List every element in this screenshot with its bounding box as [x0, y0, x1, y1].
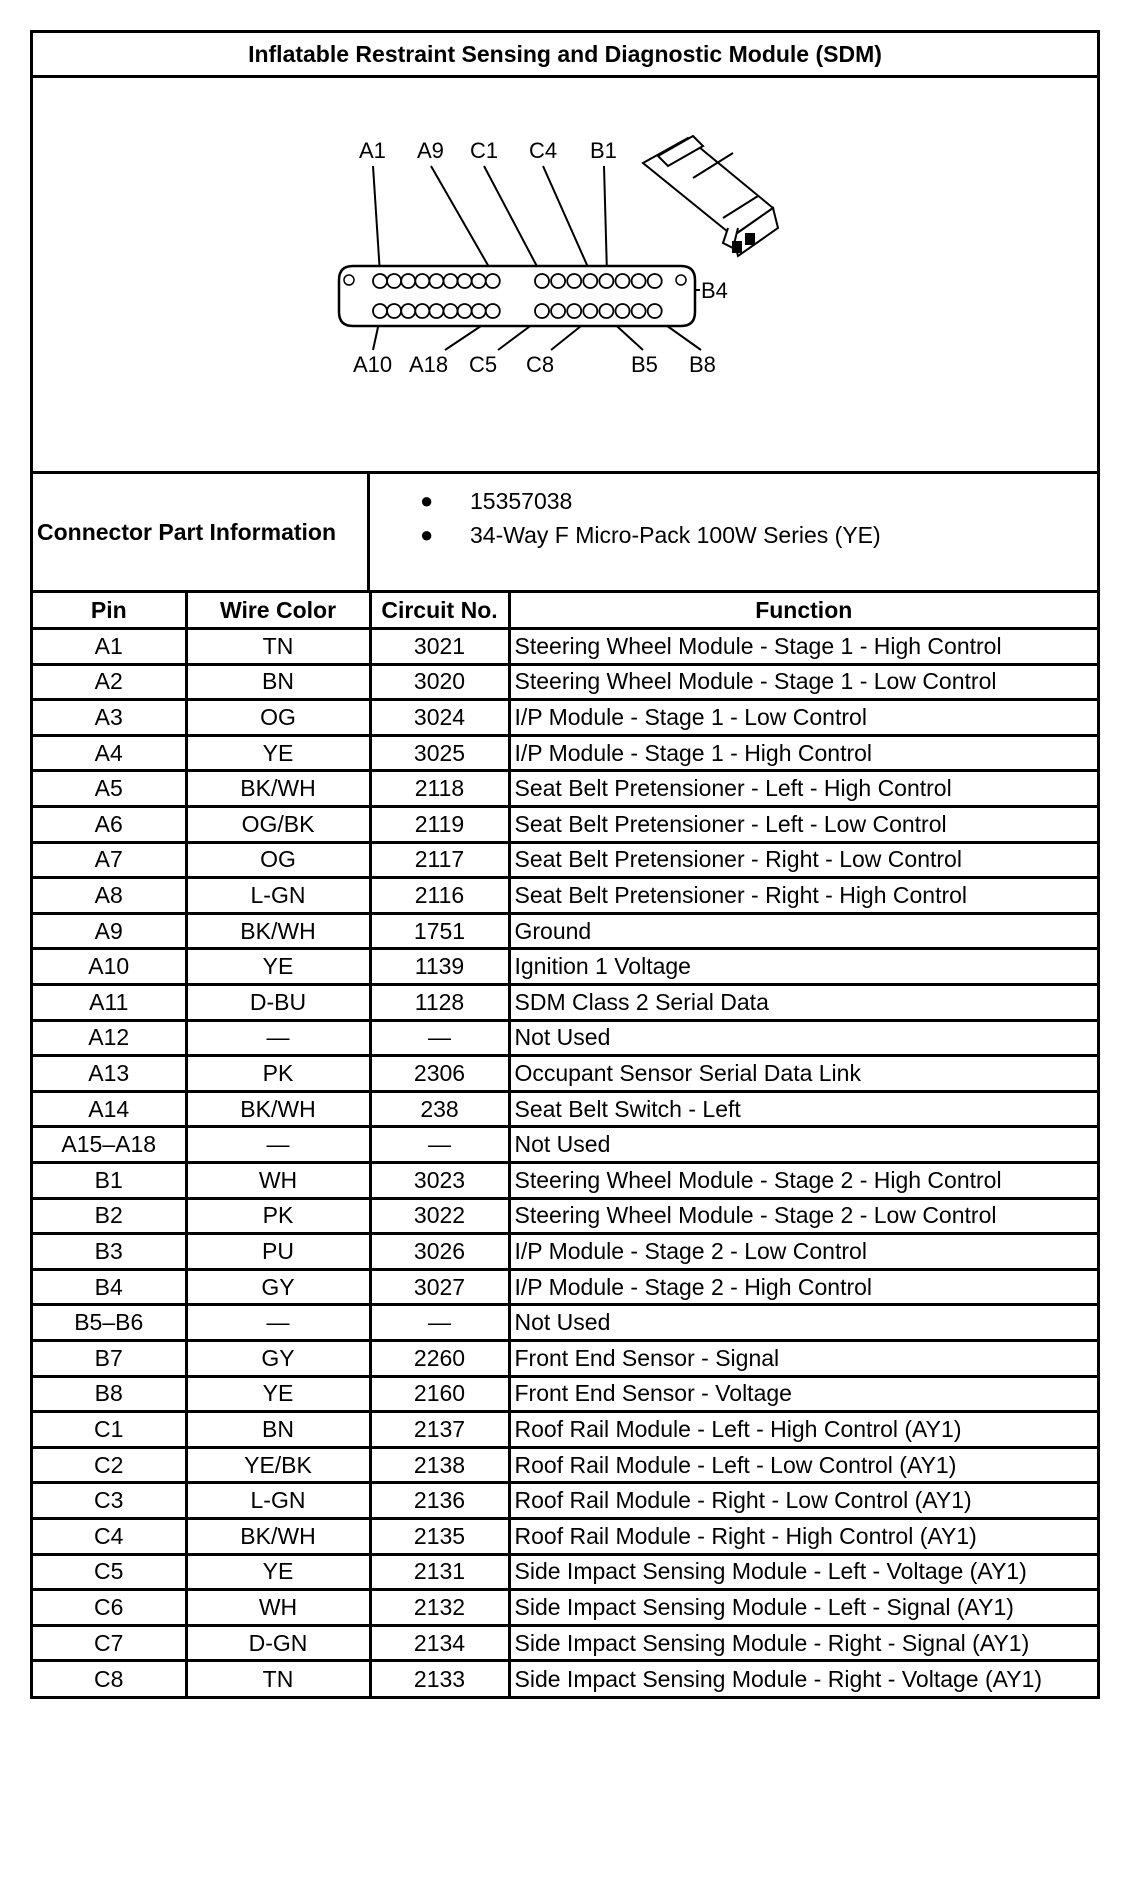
wire-color-cell: GY — [186, 1340, 370, 1376]
diagram-label-c5: C5 — [469, 352, 498, 377]
pin-cell: A1 — [33, 629, 186, 665]
function-cell: Roof Rail Module - Right - Low Control (AY1) — [509, 1483, 1097, 1519]
part-number: 15357038 — [470, 488, 573, 514]
wire-color-cell: OG — [186, 700, 370, 736]
diagram-label-a10: A10 — [353, 352, 393, 377]
pin-cavity — [458, 274, 472, 288]
diagram-label-a9: A9 — [417, 138, 444, 163]
table-row — [33, 985, 1097, 1021]
pin-cell: B3 — [33, 1234, 186, 1270]
circuit-cell: 238 — [370, 1091, 509, 1127]
function-cell: Seat Belt Pretensioner - Right - High Control — [509, 878, 1097, 914]
pin-cavity — [648, 274, 662, 288]
pin-cavity — [373, 304, 387, 318]
pinout-table — [33, 593, 1097, 1696]
table-row — [33, 1447, 1097, 1483]
wire-color-cell: TN — [186, 629, 370, 665]
pin-cell: A11 — [33, 985, 186, 1021]
pin-cell: C6 — [33, 1590, 186, 1626]
function-cell: Not Used — [509, 1020, 1097, 1056]
header-function: Function — [509, 593, 1097, 629]
circuit-cell: 2119 — [370, 807, 509, 843]
circuit-cell: 2133 — [370, 1661, 509, 1697]
wire-color-cell: BN — [186, 664, 370, 700]
table-row — [33, 1590, 1097, 1626]
pin-cell: A6 — [33, 807, 186, 843]
table-row — [33, 629, 1097, 665]
circuit-cell: 2132 — [370, 1590, 509, 1626]
pin-cell: C1 — [33, 1412, 186, 1448]
circuit-cell: 2260 — [370, 1340, 509, 1376]
diagram-label-c1: C1 — [470, 138, 499, 163]
pin-cavity — [616, 274, 630, 288]
diagram-label-a18: A18 — [409, 352, 449, 377]
function-cell: Steering Wheel Module - Stage 2 - Low Control — [509, 1198, 1097, 1234]
connector-diagram — [33, 78, 1097, 474]
pin-cavity — [599, 304, 613, 318]
pin-cavity — [551, 304, 565, 318]
table-row — [33, 735, 1097, 771]
function-cell: Seat Belt Pretensioner - Left - High Control — [509, 771, 1097, 807]
pin-cell: A13 — [33, 1056, 186, 1092]
diagram-label-c4: C4 — [529, 138, 558, 163]
wire-color-cell: BK/WH — [186, 1518, 370, 1554]
pin-cavity — [535, 304, 549, 318]
wire-color-cell: BK/WH — [186, 1091, 370, 1127]
table-row — [33, 1020, 1097, 1056]
pin-cell: C2 — [33, 1447, 186, 1483]
pin-cell: B1 — [33, 1163, 186, 1199]
wire-color-cell: BN — [186, 1412, 370, 1448]
function-cell: Side Impact Sensing Module - Left - Voltage (AY1) — [509, 1554, 1097, 1590]
wire-color-cell: YE — [186, 949, 370, 985]
table-row — [33, 842, 1097, 878]
pin-cavity — [373, 274, 387, 288]
circuit-cell: 1751 — [370, 913, 509, 949]
function-cell: Front End Sensor - Voltage — [509, 1376, 1097, 1412]
table-row — [33, 1376, 1097, 1412]
header-circuit-no: Circuit No. — [370, 593, 509, 629]
table-row — [33, 1127, 1097, 1163]
wire-color-cell: WH — [186, 1163, 370, 1199]
wire-color-cell: TN — [186, 1661, 370, 1697]
table-row — [33, 1518, 1097, 1554]
circuit-cell: 3027 — [370, 1269, 509, 1305]
table-row — [33, 878, 1097, 914]
circuit-cell: 3021 — [370, 629, 509, 665]
wire-color-cell: L-GN — [186, 878, 370, 914]
function-cell: Roof Rail Module - Left - High Control (AY1) — [509, 1412, 1097, 1448]
pin-cell: A8 — [33, 878, 186, 914]
table-row — [33, 1234, 1097, 1270]
pin-cavity — [632, 304, 646, 318]
function-cell: Roof Rail Module - Left - Low Control (AY1) — [509, 1447, 1097, 1483]
table-row — [33, 1483, 1097, 1519]
pin-cavity — [551, 274, 565, 288]
pin-cell: B4 — [33, 1269, 186, 1305]
function-cell: Occupant Sensor Serial Data Link — [509, 1056, 1097, 1092]
pin-cavity — [583, 274, 597, 288]
function-cell: Seat Belt Pretensioner - Right - Low Control — [509, 842, 1097, 878]
table-row — [33, 807, 1097, 843]
table-row — [33, 1554, 1097, 1590]
circuit-cell: 2134 — [370, 1625, 509, 1661]
table-row — [33, 1305, 1097, 1341]
circuit-cell: — — [370, 1020, 509, 1056]
circuit-cell: 1139 — [370, 949, 509, 985]
pin-cavity — [415, 304, 429, 318]
pin-cavity — [599, 274, 613, 288]
wire-color-cell: OG/BK — [186, 807, 370, 843]
wire-color-cell: L-GN — [186, 1483, 370, 1519]
connector-info-label: Connector Part Information — [33, 474, 370, 590]
pin-cavity — [472, 274, 486, 288]
pin-cavity — [632, 274, 646, 288]
circuit-cell: 2135 — [370, 1518, 509, 1554]
pin-cell: C4 — [33, 1518, 186, 1554]
wire-color-cell: BK/WH — [186, 771, 370, 807]
table-row — [33, 1091, 1097, 1127]
wire-color-cell: D-GN — [186, 1625, 370, 1661]
function-cell: I/P Module - Stage 2 - High Control — [509, 1269, 1097, 1305]
table-row — [33, 1056, 1097, 1092]
pin-cell: A3 — [33, 700, 186, 736]
circuit-cell: — — [370, 1305, 509, 1341]
connector-sheet — [30, 30, 1100, 1699]
function-cell: Side Impact Sensing Module - Right - Voltage (AY1) — [509, 1661, 1097, 1697]
diagram-label-b1: B1 — [590, 138, 617, 163]
pin-cell: A2 — [33, 664, 186, 700]
pin-cell: B7 — [33, 1340, 186, 1376]
pin-cavity — [429, 304, 443, 318]
table-row — [33, 949, 1097, 985]
pin-cavity — [458, 304, 472, 318]
function-cell: Not Used — [509, 1305, 1097, 1341]
pin-cavity — [472, 304, 486, 318]
diagram-label-c8: C8 — [526, 352, 555, 377]
circuit-cell: — — [370, 1127, 509, 1163]
function-cell: Steering Wheel Module - Stage 1 - Low Control — [509, 664, 1097, 700]
pin-cell: A14 — [33, 1091, 186, 1127]
circuit-cell: 3023 — [370, 1163, 509, 1199]
wire-color-cell: D-BU — [186, 985, 370, 1021]
function-cell: Side Impact Sensing Module - Right - Signal (AY1) — [509, 1625, 1097, 1661]
wire-color-cell: YE — [186, 1376, 370, 1412]
circuit-cell: 3022 — [370, 1198, 509, 1234]
pin-cell: A7 — [33, 842, 186, 878]
function-cell: SDM Class 2 Serial Data — [509, 985, 1097, 1021]
pin-cavity — [567, 274, 581, 288]
connector-info-list — [370, 474, 1097, 590]
wire-color-cell: YE — [186, 735, 370, 771]
pin-cavity — [583, 304, 597, 318]
pin-cell: A5 — [33, 771, 186, 807]
page-title: Inflatable Restraint Sensing and Diagnostic Module (SDM) — [33, 33, 1097, 78]
wire-color-cell: OG — [186, 842, 370, 878]
pin-cavity — [486, 304, 500, 318]
function-cell: Ground — [509, 913, 1097, 949]
circuit-cell: 2117 — [370, 842, 509, 878]
info-item — [420, 518, 1097, 552]
table-row — [33, 913, 1097, 949]
pin-cell: C7 — [33, 1625, 186, 1661]
circuit-cell: 2118 — [370, 771, 509, 807]
info-item — [420, 484, 1097, 518]
wire-color-cell: YE — [186, 1554, 370, 1590]
pin-cell: A12 — [33, 1020, 186, 1056]
connector-description: 34-Way F Micro-Pack 100W Series (YE) — [470, 522, 881, 548]
wire-color-cell: PK — [186, 1056, 370, 1092]
pin-cavity — [401, 304, 415, 318]
pin-cell: A4 — [33, 735, 186, 771]
table-row — [33, 1625, 1097, 1661]
circuit-cell: 3024 — [370, 700, 509, 736]
table-row — [33, 664, 1097, 700]
pin-cell: C5 — [33, 1554, 186, 1590]
pin-cavity — [401, 274, 415, 288]
header-pin: Pin — [33, 593, 186, 629]
function-cell: I/P Module - Stage 1 - High Control — [509, 735, 1097, 771]
wire-color-cell: — — [186, 1020, 370, 1056]
circuit-cell: 2137 — [370, 1412, 509, 1448]
pin-cavity — [387, 274, 401, 288]
table-row — [33, 771, 1097, 807]
pin-cell: A9 — [33, 913, 186, 949]
circuit-cell: 3025 — [370, 735, 509, 771]
circuit-cell: 1128 — [370, 985, 509, 1021]
pin-cell: B8 — [33, 1376, 186, 1412]
pin-cavity — [535, 274, 549, 288]
function-cell: Seat Belt Switch - Left — [509, 1091, 1097, 1127]
circuit-cell: 2138 — [370, 1447, 509, 1483]
function-cell: I/P Module - Stage 2 - Low Control — [509, 1234, 1097, 1270]
circuit-cell: 2306 — [370, 1056, 509, 1092]
wire-color-cell: YE/BK — [186, 1447, 370, 1483]
diagram-label-b8: B8 — [689, 352, 716, 377]
pin-cavity — [444, 274, 458, 288]
function-cell: I/P Module - Stage 1 - Low Control — [509, 700, 1097, 736]
wire-color-cell: GY — [186, 1269, 370, 1305]
table-row — [33, 1340, 1097, 1376]
pin-cavity — [648, 304, 662, 318]
diagram-label-b5: B5 — [631, 352, 658, 377]
function-cell: Roof Rail Module - Right - High Control (AY1) — [509, 1518, 1097, 1554]
bullet-icon: ● — [420, 522, 434, 547]
wire-color-cell: PU — [186, 1234, 370, 1270]
pin-cavity — [486, 274, 500, 288]
wire-color-cell: — — [186, 1305, 370, 1341]
pin-cavity — [616, 304, 630, 318]
table-row — [33, 700, 1097, 736]
wire-color-cell: BK/WH — [186, 913, 370, 949]
function-cell: Side Impact Sensing Module - Left - Signal (AY1) — [509, 1590, 1097, 1626]
wire-color-cell: WH — [186, 1590, 370, 1626]
table-row — [33, 1661, 1097, 1697]
function-cell: Steering Wheel Module - Stage 1 - High Control — [509, 629, 1097, 665]
table-row — [33, 1198, 1097, 1234]
connector-face-diagram — [33, 78, 1097, 471]
function-cell: Steering Wheel Module - Stage 2 - High Control — [509, 1163, 1097, 1199]
wire-color-cell: — — [186, 1127, 370, 1163]
pin-cell: C8 — [33, 1661, 186, 1697]
table-row — [33, 1412, 1097, 1448]
table-row — [33, 1269, 1097, 1305]
pin-cell: A15–A18 — [33, 1127, 186, 1163]
circuit-cell: 2136 — [370, 1483, 509, 1519]
pin-cell: B5–B6 — [33, 1305, 186, 1341]
pin-cavity — [415, 274, 429, 288]
function-cell: Seat Belt Pretensioner - Left - Low Control — [509, 807, 1097, 843]
pin-cell: B2 — [33, 1198, 186, 1234]
table-row — [33, 1163, 1097, 1199]
pin-cavity — [567, 304, 581, 318]
wire-color-cell: PK — [186, 1198, 370, 1234]
connector-part-info — [33, 474, 1097, 593]
diagram-label-a1: A1 — [359, 138, 386, 163]
circuit-cell: 2131 — [370, 1554, 509, 1590]
pin-cavity — [444, 304, 458, 318]
pin-cell: C3 — [33, 1483, 186, 1519]
function-cell: Front End Sensor - Signal — [509, 1340, 1097, 1376]
table-header-row — [33, 593, 1097, 629]
circuit-cell: 2160 — [370, 1376, 509, 1412]
circuit-cell: 2116 — [370, 878, 509, 914]
bullet-icon: ● — [420, 488, 434, 513]
pin-cavity — [429, 274, 443, 288]
circuit-cell: 3026 — [370, 1234, 509, 1270]
pin-cavity — [387, 304, 401, 318]
diagram-label-b4: B4 — [701, 278, 728, 303]
circuit-cell: 3020 — [370, 664, 509, 700]
pin-cell: A10 — [33, 949, 186, 985]
function-cell: Not Used — [509, 1127, 1097, 1163]
function-cell: Ignition 1 Voltage — [509, 949, 1097, 985]
header-wire-color: Wire Color — [186, 593, 370, 629]
